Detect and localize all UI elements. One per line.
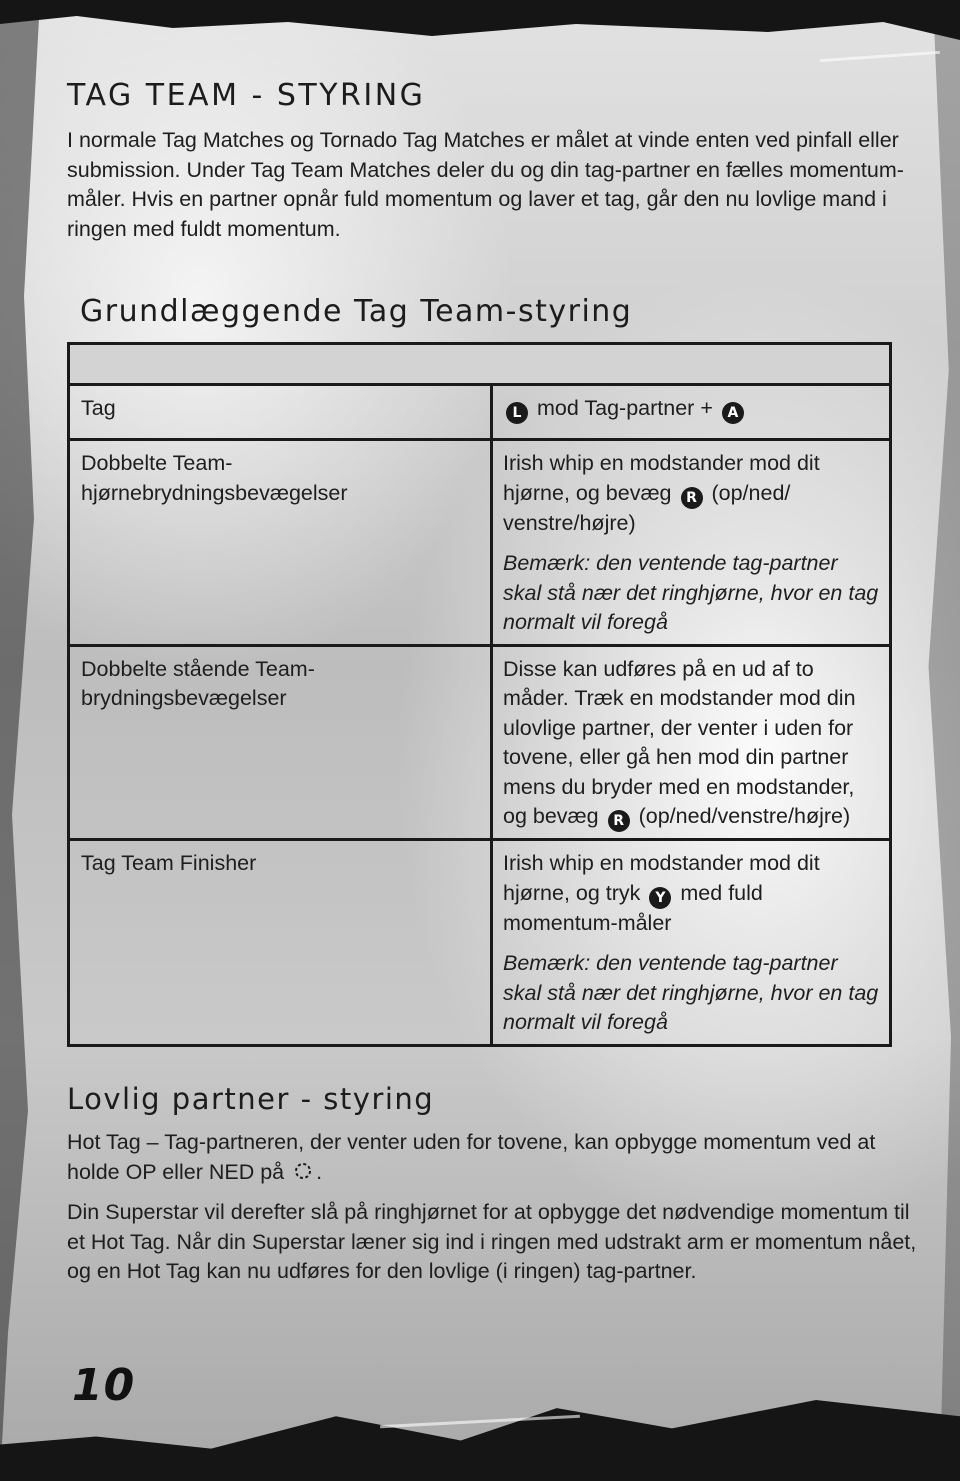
dpad-icon (293, 1161, 313, 1181)
table-row (69, 645, 891, 840)
right-stick-icon: R (608, 810, 630, 832)
control-text-seg1: Disse kan udføres på en ud af to måder. Træk en modstander mod din ulovlige partner, der venter i uden for tovene, eller gå hen mod din partner mens du bryder med en modstander, og bevæg (503, 656, 856, 828)
action-cell: Tag Team Finisher (69, 840, 492, 1046)
y-button-icon: Y (649, 887, 671, 909)
action-cell: Tag (69, 385, 492, 440)
left-stick-icon: L (506, 402, 528, 424)
action-cell: Dobbelte stående Team-brydningsbevægelser (69, 645, 492, 840)
table-row (69, 440, 891, 646)
control-text-seg1: Irish whip en modstander mod dit hjørne, og tryk (503, 851, 820, 905)
control-cell (492, 645, 891, 840)
legal-partner-title: Lovlig partner - styring (67, 1082, 435, 1116)
control-note: Bemærk: den ventende tag-partner skal stå nær det ringhjørne, hvor en tag normalt vil foregå (503, 951, 879, 1034)
controls-table (67, 342, 892, 1047)
torn-frame-left (0, 0, 40, 1481)
control-cell (492, 840, 891, 1046)
metal-streak (820, 51, 940, 62)
table-header-row (69, 344, 891, 385)
a-button-icon: A (722, 402, 744, 424)
intro-paragraph: I normale Tag Matches og Tornado Tag Matches er målet at vinde enten ved pinfall eller submission. Under Tag Team Matches deler du og din tag-partner en fælles momentum-måler. Hvis en partner opnår fuld momentum og laver et tag, går den nu lovlige mand i ringen med fuldt momentum. (67, 128, 904, 241)
control-text-seg1: Irish whip en modstander mod dit hjørne, og bevæg (503, 451, 820, 505)
table-title: Grundlæggende Tag Team-styring (80, 294, 633, 329)
action-cell: Dobbelte Team-hjørnebrydningsbevægelser (69, 440, 492, 646)
control-text-seg2: (op/ned/venstre/højre) (638, 804, 851, 828)
torn-frame-bottom (0, 1400, 960, 1481)
right-stick-icon: R (681, 487, 703, 509)
torn-frame-top (0, 0, 960, 40)
table-header-bar (69, 344, 891, 385)
superstar-paragraph: Din Superstar vil derefter slå på ringhjørnet for at opbygge det nødvendige momentum til et Hot Tag. Når din Superstar læner sig ind i ringen med udstrakt arm er momentum nået, og en Hot Tag kan nu udføres for den lovlige (i ringen) tag-partner. (67, 1200, 917, 1283)
control-text-seg1: mod Tag-partner + (536, 396, 713, 420)
control-cell (492, 385, 891, 440)
control-text (503, 849, 879, 938)
section-title: TAG TEAM - STYRING (67, 78, 426, 113)
control-cell (492, 440, 891, 646)
table-row (69, 840, 891, 1046)
control-text (503, 655, 879, 833)
control-text-seg2: (op/ned/ venstre/højre) (503, 480, 791, 535)
control-text (503, 449, 879, 538)
hot-tag-paragraph: Hot Tag – Tag-partneren, der venter uden for tovene, kan opbygge momentum ved at holde OP eller NED på . (67, 1130, 876, 1184)
torn-frame-right (915, 0, 960, 1481)
table-row (69, 385, 891, 440)
page-number: 10 (72, 1360, 136, 1411)
hot-tag-text: Hot Tag – Tag-partneren, der venter uden for tovene, kan opbygge momentum ved at holde OP eller NED på (67, 1130, 876, 1184)
control-text-seg2: med fuld momentum-måler (503, 880, 763, 935)
control-text (503, 394, 879, 424)
control-note: Bemærk: den ventende tag-partner skal stå nær det ringhjørne, hvor en tag normalt vil foregå (503, 551, 879, 634)
